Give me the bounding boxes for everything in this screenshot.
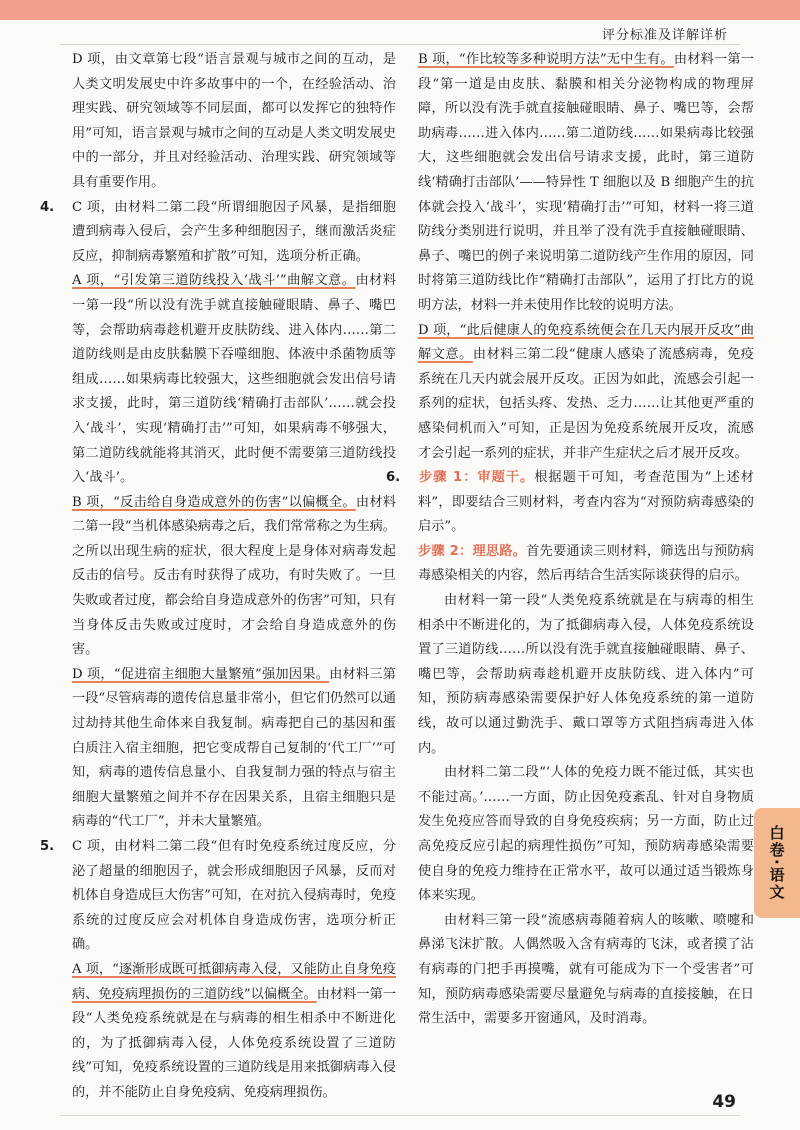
paragraph-q4-intro xyxy=(40,196,396,270)
q4-a-text: 由材料一第一段“所以没有洗手就直接触碰眼睛、鼻子、嘴巴等，会帮助病毒趁机避开皮肤防线、进入体内……第二道防线则是由皮肤黏膜下吞噬细胞、体液中杀菌物质等组成……如果病毒比较强大，这些细胞就会发出信号请求支援，此时，第三道防线‘精确打击部队’……就会投入‘战斗’，实现‘精确打击’”可知，如果病毒不够强大，第二道防线就能将其消灭，此时便不需要第三道防线投入‘战斗’。 xyxy=(72,273,397,486)
q5-intro-text: C 项，由材料二第二段“但有时免疫系统过度反应，分泌了超量的细胞因子，就会形成细胞因子风暴，反而对机体自身造成巨大伤害”可知，在对抗入侵病毒时，免疫系统的过度反应会对机体自身造成伤害，选项分析正确。 xyxy=(72,839,396,953)
q4-d-highlight: D 项，“促进宿主细胞大量繁殖”强加因果。 xyxy=(72,666,330,682)
paragraph-q6-material-2: 由材料二第二段“‘人体的免疫力既不能过低，其实也不能过高。’……一方面，防止因免疫紊乱、针对自身物质发生免疫应答而导致的自身免疫疾病；另一方面，防止过高免疫反应引起的病理性损伤”可知，预防病毒感染需要使自身的免疫力维持在正常水平，故可以通过适当锻炼身体来实现。 xyxy=(418,765,754,904)
question-number-4: 4. xyxy=(40,199,55,215)
left-column xyxy=(40,48,397,1106)
top-color-band xyxy=(0,0,800,20)
q4-d-text: 由材料三第一段“尽管病毒的遗传信息量非常小，但它们仍然可以通过劫持其他生命体来自我复制。病毒把自己的基因和蛋白质注入宿主细胞，把它变成帮自己复制的‘代工厂’”可知，病毒的遗传信息量小、自我复制力强的特点与宿主细胞大量繁殖之间并不存在因果关系，且宿主细胞只是病毒的“代工厂”，并未大量繁殖。 xyxy=(72,666,396,830)
paragraph-q4-a xyxy=(56,269,396,490)
header-divider xyxy=(60,44,740,45)
paragraph-q6-material-3: 由材料三第一段“流感病毒随着病人的咳嗽、喷嚏和鼻涕飞沫扩散。人偶然吸入含有病毒的飞沫，或者摸了沾有病毒的门把手再摸嘴，就有可能成为下一个受害者”可知，预防病毒感染需要尽量避免与病毒的直接接触，在日常生活中，需要多开窗通风，及时消毒。 xyxy=(418,912,754,1027)
paragraph-q4-b xyxy=(56,491,396,663)
q6-step2-label: 步骤 2：理思路。 xyxy=(418,543,527,559)
right-column xyxy=(386,48,754,1032)
q4-a-highlight: A 项，“引发第三道防线投入‘战斗’”曲解文意。 xyxy=(72,273,356,289)
page-number: 49 xyxy=(712,1092,736,1112)
q6-step2-text: 首先要通读三则材料，筛选出与预防病毒感染相关的内容，然后再结合生活实际谈获得的启示。 xyxy=(418,543,754,584)
paragraph-q6-material-1: 由材料一第一段“人类免疫系统就是在与病毒的相生相杀中不断进化的，为了抵御病毒入侵，人体免疫系统设置了三道防线……所以没有洗手就直接触碰眼睛、鼻子、嘴巴等，会帮助病毒趁机避开皮肤防线、进入体内”可知，预防病毒感染需要保护好人体免疫系统的第一道防线，故可以通过勤洗手、戴口罩等方式阻挡病毒进入体内。 xyxy=(418,593,754,756)
paragraph-q5-intro xyxy=(40,835,396,958)
q5-d-text: 由材料三第二段“健康人感染了流感病毒，免疫系统在几天内就会展开反攻。正因为如此，流感会引起一系列的症状，包括头疼、发热、乏力……让其他更严重的感染伺机而入”可知，正是因为免疫系统展开反攻，流感才会引起一系列的症状，并非产生症状之后才展开反攻。 xyxy=(418,347,754,461)
q6-step1-text: 根据题干可知，考查范围为“上述材料”，即要结合三则材料，考查内容为“对预防病毒感染的启示”。 xyxy=(418,470,754,535)
paragraph-q5-a xyxy=(56,958,396,1106)
paragraph-q4-d xyxy=(56,663,396,835)
paragraph-q6-step1 xyxy=(386,466,754,540)
paragraph-q6-step2 xyxy=(418,540,754,589)
q5-a-highlight: A 项，“逐渐形成既可抵御病毒入侵，又能防止自身免疫病、免疫病理损伤的三道防线”以偏概全。 xyxy=(72,961,396,1002)
paragraph-q5-d xyxy=(418,319,754,467)
question-number-6: 6. xyxy=(386,470,401,486)
q5-a-text: 由材料一第一段“人类免疫系统就是在与病毒的相生相杀中不断进化的，为了抵御病毒入侵，人体免疫系统设置了三道防线”可知，免疫系统设置的三道防线是用来抵御病毒入侵的，并不能防止自身免疫病、免疫病理损伤。 xyxy=(72,986,396,1100)
q5-d-highlight: D 项，“此后健康人的免疫系统便会在几天内展开反攻”曲解文意。 xyxy=(418,322,754,363)
page-header-title: 评分标准及详解详析 xyxy=(601,28,728,43)
side-tab-label: 白卷·语文 xyxy=(767,825,786,901)
q6-step1-label: 步骤 1：审题干。 xyxy=(418,470,535,486)
q5-b-highlight: B 项，“作比较等多种说明方法”无中生有。 xyxy=(418,52,674,67)
q4-intro-text: C 项，由材料二第二段“所谓细胞因子风暴，是指细胞遭到病毒入侵后，会产生多种细胞因子，继而激活炎症反应，抑制病毒繁殖和扩散”可知，选项分析正确。 xyxy=(72,199,396,264)
q4-b-highlight: B 项，“反击给自身造成意外的伤害”以偏概全。 xyxy=(72,494,356,510)
q4-b-text: 由材料二第一段“当机体感染病毒之后，我们常常称之为生病。之所以出现生病的症状，很大程度上是身体对病毒发起反击的信号。反击有时获得了成功，有时失败了。一旦失败或者过度，都会给自身造成意外的伤害”可知，只有当身体反击失败或过度时，才会给自身造成意外的伤害。 xyxy=(72,494,396,658)
footer-divider xyxy=(60,1115,740,1116)
side-tab-subject xyxy=(754,808,800,918)
q5-b-text: 由材料一第一段“第一道是由皮肤、黏膜和相关分泌物构成的物理屏障，所以没有洗手就直接触碰眼睛、鼻子、嘴巴等，会帮助病毒……进入体内……第二道防线……如果病毒比较强大，这些细胞就会发出信号请求支援，此时，第三道防线‘精确打击部队’——特异性 T 细胞以及 B 细胞产生的抗体就会投入‘战斗’，实现‘精确打击’”可知，材料一将三道防线分类别进行说明，并且举了没有洗手直接触碰眼睛、鼻子、嘴巴的例子来说明第二道防线产生作用的原因，同时将第三道防线比作“精确打击部队”，运用了打比方的说明方法，材料一并未使用作比较的说明方法。 xyxy=(418,52,754,313)
paragraph-q5-b xyxy=(418,48,754,319)
question-number-5: 5. xyxy=(40,839,55,854)
paragraph-q3-d: D 项，由文章第七段“语言景观与城市之间的互动，是人类文明发展史中许多故事中的一个，在经验活动、治理实践、研究领域等不同层面，都可以发挥它的独特作用”可知，语言景观与城市之间的互动是人类文明发展史中的一部分，并且对经验活动、治理实践、研究领域等具有重要作用。 xyxy=(72,52,396,190)
